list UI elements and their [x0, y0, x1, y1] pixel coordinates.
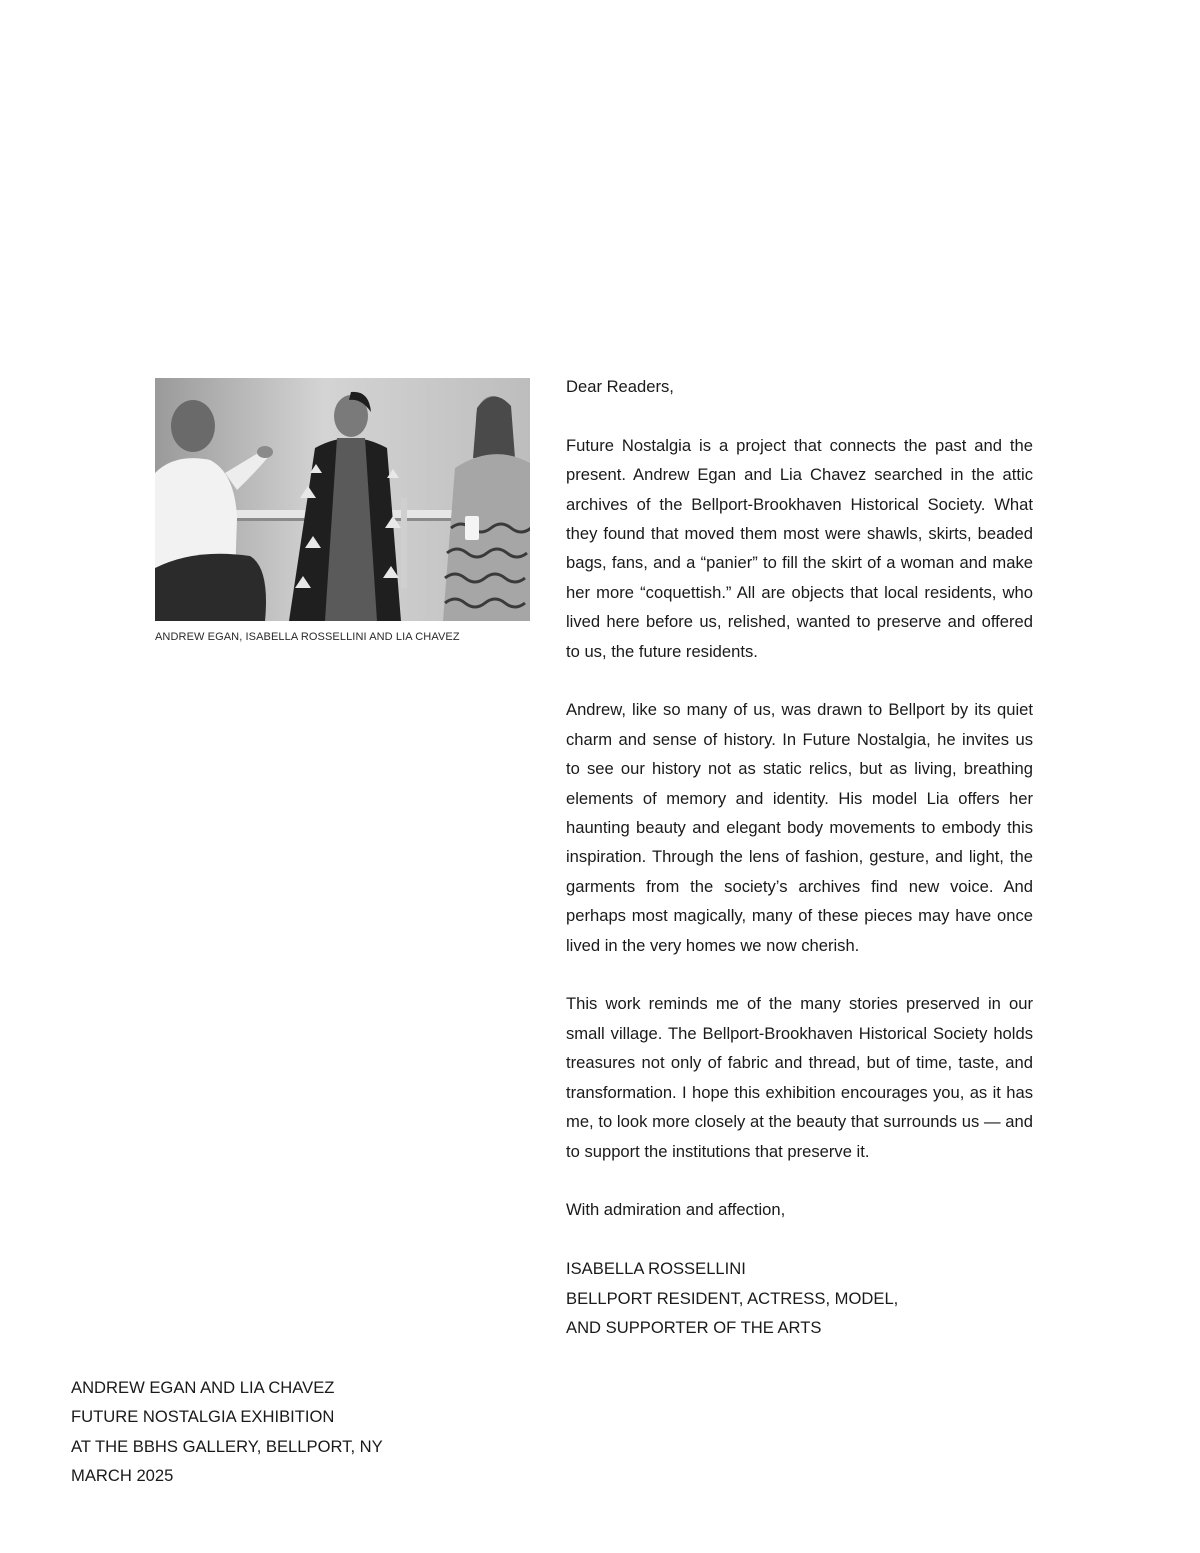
letter-paragraph-3: This work reminds me of the many stories preserved in our small village. The Bellport-Brookhaven Historical Society holds treasures not only of fabric and thread, but of time, taste, and transformation. I hope this exhibition encourages you, as it has me, to look more closely at the beauty that surrounds us — and to support the institutions that preserve it.: [566, 994, 1033, 1161]
photo-caption: ANDREW EGAN, ISABELLA ROSSELLINI AND LIA CHAVEZ: [155, 631, 460, 643]
letter-greeting: Dear Readers,: [566, 377, 674, 396]
event-photo: [155, 378, 530, 621]
credit-venue: AT THE BBHS GALLERY, BELLPORT, NY: [71, 1436, 383, 1456]
signature-name: ISABELLA ROSSELLINI: [566, 1259, 746, 1279]
signature-title-cont: AND SUPPORTER OF THE ARTS: [566, 1317, 822, 1337]
exhibition-credits: [71, 1373, 383, 1491]
letter: [566, 372, 1033, 1372]
photo-three-people-seated-icon: [155, 378, 530, 621]
letter-paragraph-1: Future Nostalgia is a project that connects the past and the present. Andrew Egan and Lia Chavez searched in the attic archives of the Bellport-Brookhaven Historical Society. What they found that moved them most were shawls, skirts, beaded bags, fans, and a “panier” to fill the skirt of a woman and make her more “coquettish.” All are objects that local residents, who lived here before us, relished, wanted to preserve and offered to us, the future residents.: [566, 435, 1033, 661]
letter-closing: With admiration and affection,: [566, 1200, 786, 1220]
letter-signature: [566, 1254, 1033, 1342]
letter-paragraph-2: Andrew, like so many of us, was drawn to Bellport by its quiet charm and sense of history. In Future Nostalgia, he invites us to see our history not as static relics, but as living, breathing elements of memory and identity. His model Lia offers her haunting beauty and elegant body movements to embody this inspiration. Through the lens of fashion, gesture, and light, the garments from the society’s archives find new voice. And perhaps most magically, many of these pieces may have once lived in the very homes we now cherish.: [566, 700, 1033, 955]
credit-exhibition: FUTURE NOSTALGIA EXHIBITION: [71, 1407, 335, 1427]
signature-title: BELLPORT RESIDENT, ACTRESS, MODEL,: [566, 1288, 899, 1308]
credit-date: MARCH 2025: [71, 1466, 174, 1486]
credit-artists: ANDREW EGAN AND LIA CHAVEZ: [71, 1378, 335, 1397]
